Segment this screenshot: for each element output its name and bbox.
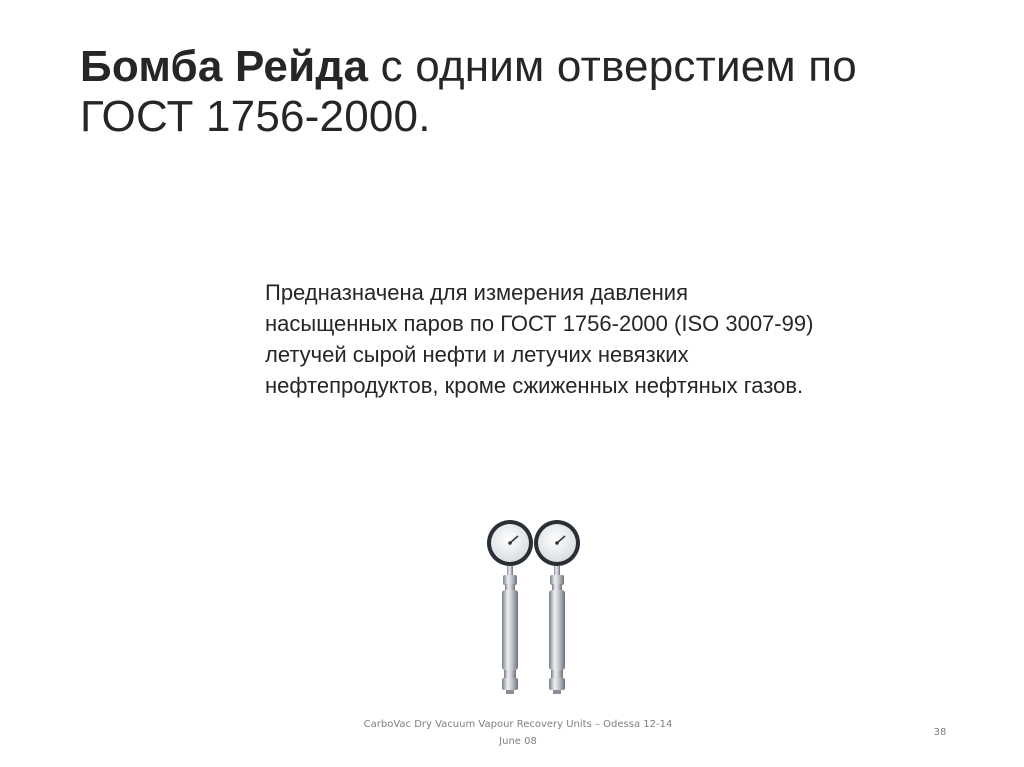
footer-line-2: June 08	[499, 736, 537, 747]
slide-footer	[338, 716, 698, 750]
page-number: 38	[933, 727, 947, 738]
right-bomb	[534, 520, 580, 694]
slide-title-bold: Бомба Рейда	[80, 42, 369, 91]
slide-title-regular: с одним отверстием по ГОСТ 1756-2000.	[80, 42, 857, 141]
footer-line-1: CarboVac Dry Vacuum Vapour Recovery Units – Odessa 12-14	[363, 719, 673, 730]
left-bomb	[487, 520, 533, 694]
slide-body-text: Предназначена для измерения давления насыщенных паров по ГОСТ 1756-2000 (ISO 3007-99) летучей сырой нефти и летучих невязких нефтепродуктов, кроме сжиженных нефтяных газов.	[265, 280, 814, 398]
reid-bomb-image	[478, 512, 598, 704]
slide-title	[80, 42, 940, 142]
reid-bomb-illustration	[478, 512, 598, 704]
